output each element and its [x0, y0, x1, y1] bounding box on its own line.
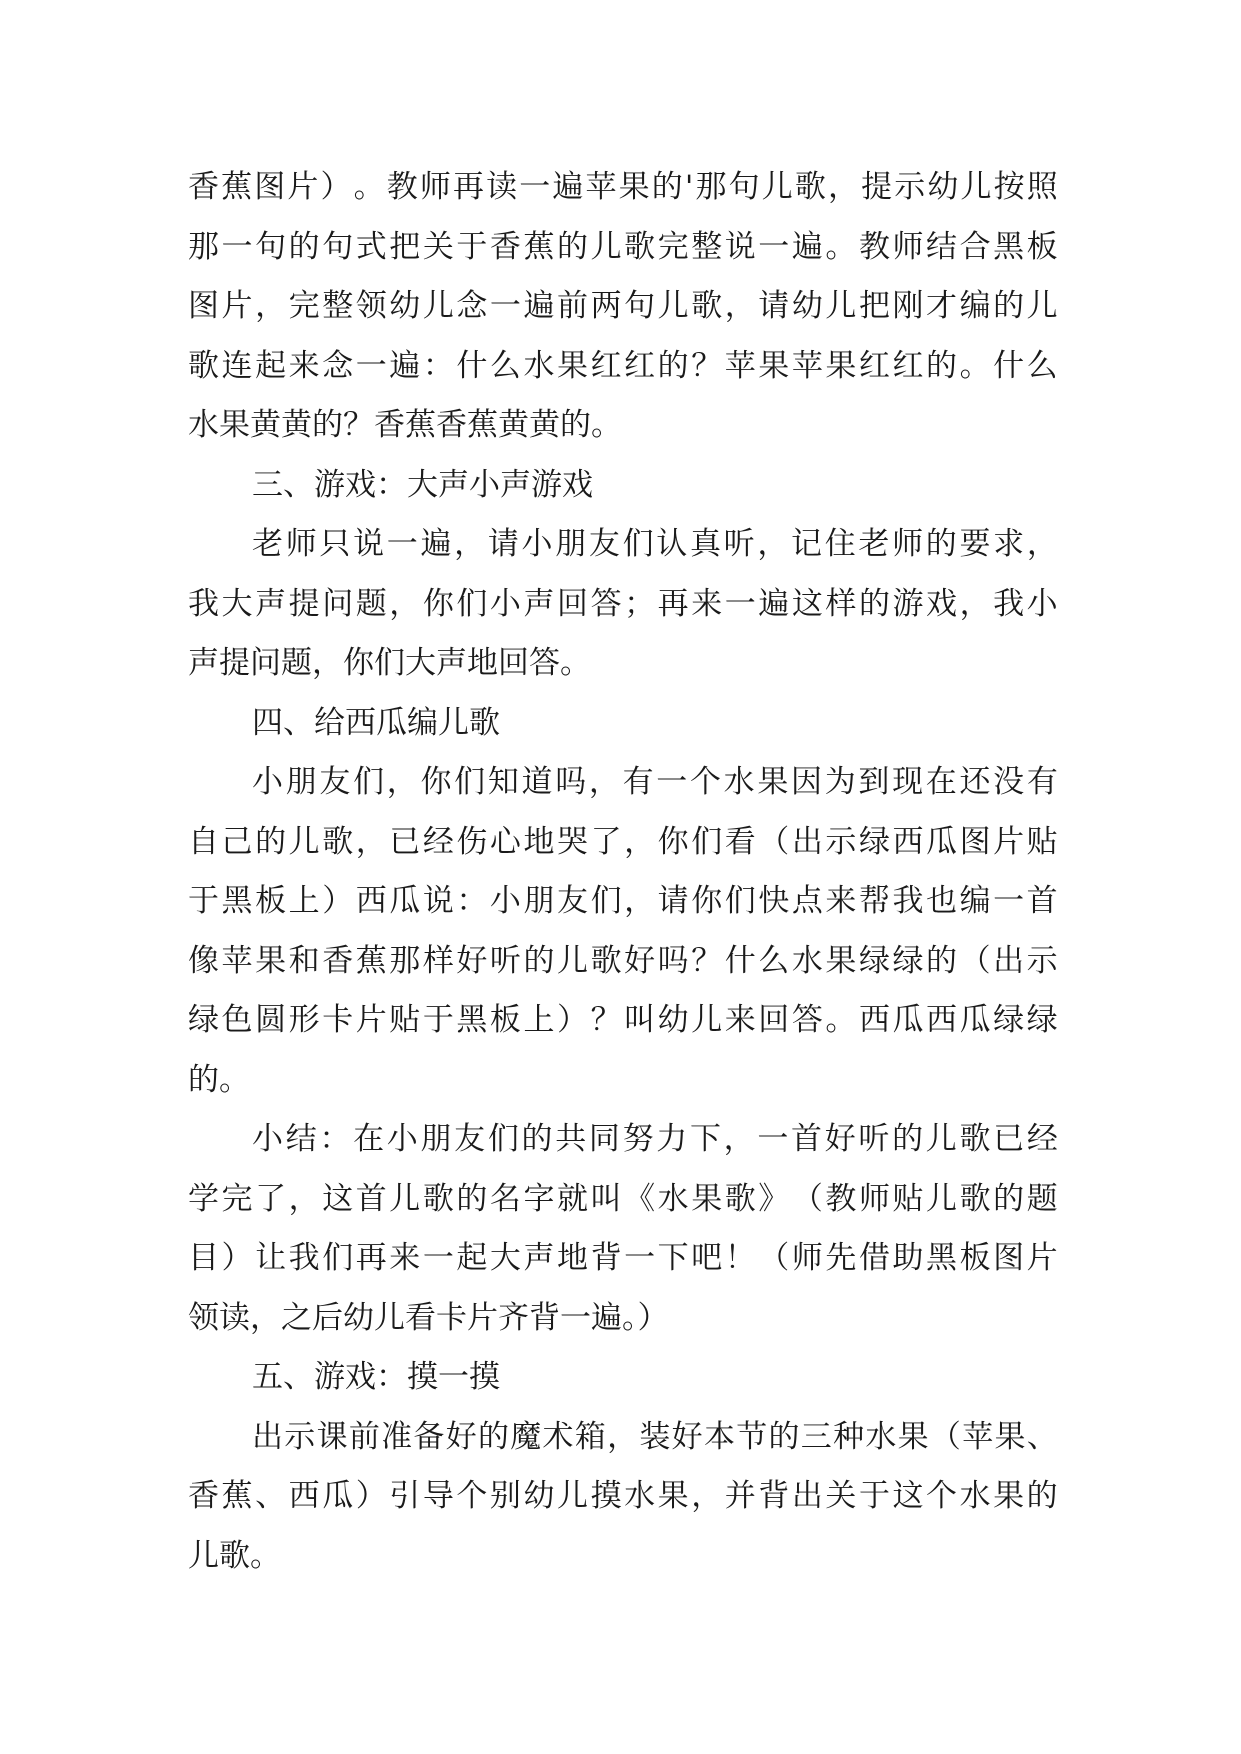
- text-line: 像 苹 果 和 香 蕉 那 样 好 听 的 儿 歌 好 吗 ？ 什 么 水 果 绿 绿 的 （ 出 示: [188, 942, 1058, 979]
- document-body: [188, 158, 1058, 1586]
- text-line: 我 大 声 提 问 题 ， 你 们 小 声 回 答 ； 再 来 一 遍 这 样 的 游 戏 ， 我 小: [188, 585, 1058, 622]
- text-line: 儿歌。: [188, 1537, 281, 1574]
- text-line: 香 蕉 图 片 ） 。 教 师 再 读 一 遍 苹 果 的 ' 那 句 儿 歌 ， 提 示 幼 儿 按 照: [188, 169, 1058, 205]
- text-line: 水果黄黄的？香蕉香蕉黄黄的。: [188, 407, 622, 443]
- text-line: 于 黑 板 上 ） 西 瓜 说 ： 小 朋 友 们 ， 请 你 们 快 点 来 帮 我 也 编 一 首: [188, 883, 1058, 919]
- text-line: 小 结 ： 在 小 朋 友 们 的 共 同 努 力 下 ， 一 首 好 听 的 儿 歌 已 经: [252, 1121, 1058, 1157]
- text-line: 三、游戏：大声小声游戏: [252, 466, 593, 503]
- text-line: 图 片 ， 完 整 领 幼 儿 念 一 遍 前 两 句 儿 歌 ， 请 幼 儿 把 刚 才 编 的 儿: [188, 288, 1058, 324]
- text-line: 领读，之后幼儿看卡片齐背一遍。）: [188, 1299, 669, 1336]
- text-line: 自 己 的 儿 歌 ， 已 经 伤 心 地 哭 了 ， 你 们 看 （ 出 示 绿 西 瓜 图 片 贴: [188, 823, 1058, 860]
- text-line: 五、游戏：摸一摸: [252, 1359, 500, 1395]
- text-line: 出 示 课 前 准 备 好 的 魔 术 箱 ， 装 好 本 节 的 三 种 水 果 （ 苹 果 、: [252, 1418, 1058, 1455]
- text-line: 老 师 只 说 一 遍 ， 请 小 朋 友 们 认 真 听 ， 记 住 老 师 的 要 求 ，: [252, 526, 1058, 562]
- text-line: 的。: [188, 1061, 250, 1098]
- text-line: 香 蕉 、 西 瓜 ） 引 导 个 别 幼 儿 摸 水 果 ， 并 背 出 关 于 这 个 水 果 的: [188, 1478, 1058, 1514]
- text-line: 小 朋 友 们 ， 你 们 知 道 吗 ， 有 一 个 水 果 因 为 到 现 在 还 没 有: [252, 764, 1058, 800]
- text-line: 绿 色 圆 形 卡 片 贴 于 黑 板 上 ） ？ 叫 幼 儿 来 回 答 。 西 瓜 西 瓜 绿 绿: [188, 1002, 1058, 1038]
- text-line: 学 完 了 ， 这 首 儿 歌 的 名 字 就 叫 《 水 果 歌 》 （ 教 师 贴 儿 歌 的 题: [188, 1180, 1058, 1217]
- text-line: 歌 连 起 来 念 一 遍 ： 什 么 水 果 红 红 的 ？ 苹 果 苹 果 红 红 的 。 什 么: [188, 347, 1058, 384]
- text-line: 四、给西瓜编儿歌: [252, 704, 500, 741]
- text-line: 那 一 句 的 句 式 把 关 于 香 蕉 的 儿 歌 完 整 说 一 遍 。 教 师 结 合 黑 板: [188, 228, 1058, 265]
- text-line: 声提问题，你们大声地回答。: [188, 645, 591, 681]
- text-line: 目 ） 让 我 们 再 来 一 起 大 声 地 背 一 下 吧 ！ （ 师 先 借 助 黑 板 图 片: [188, 1240, 1058, 1276]
